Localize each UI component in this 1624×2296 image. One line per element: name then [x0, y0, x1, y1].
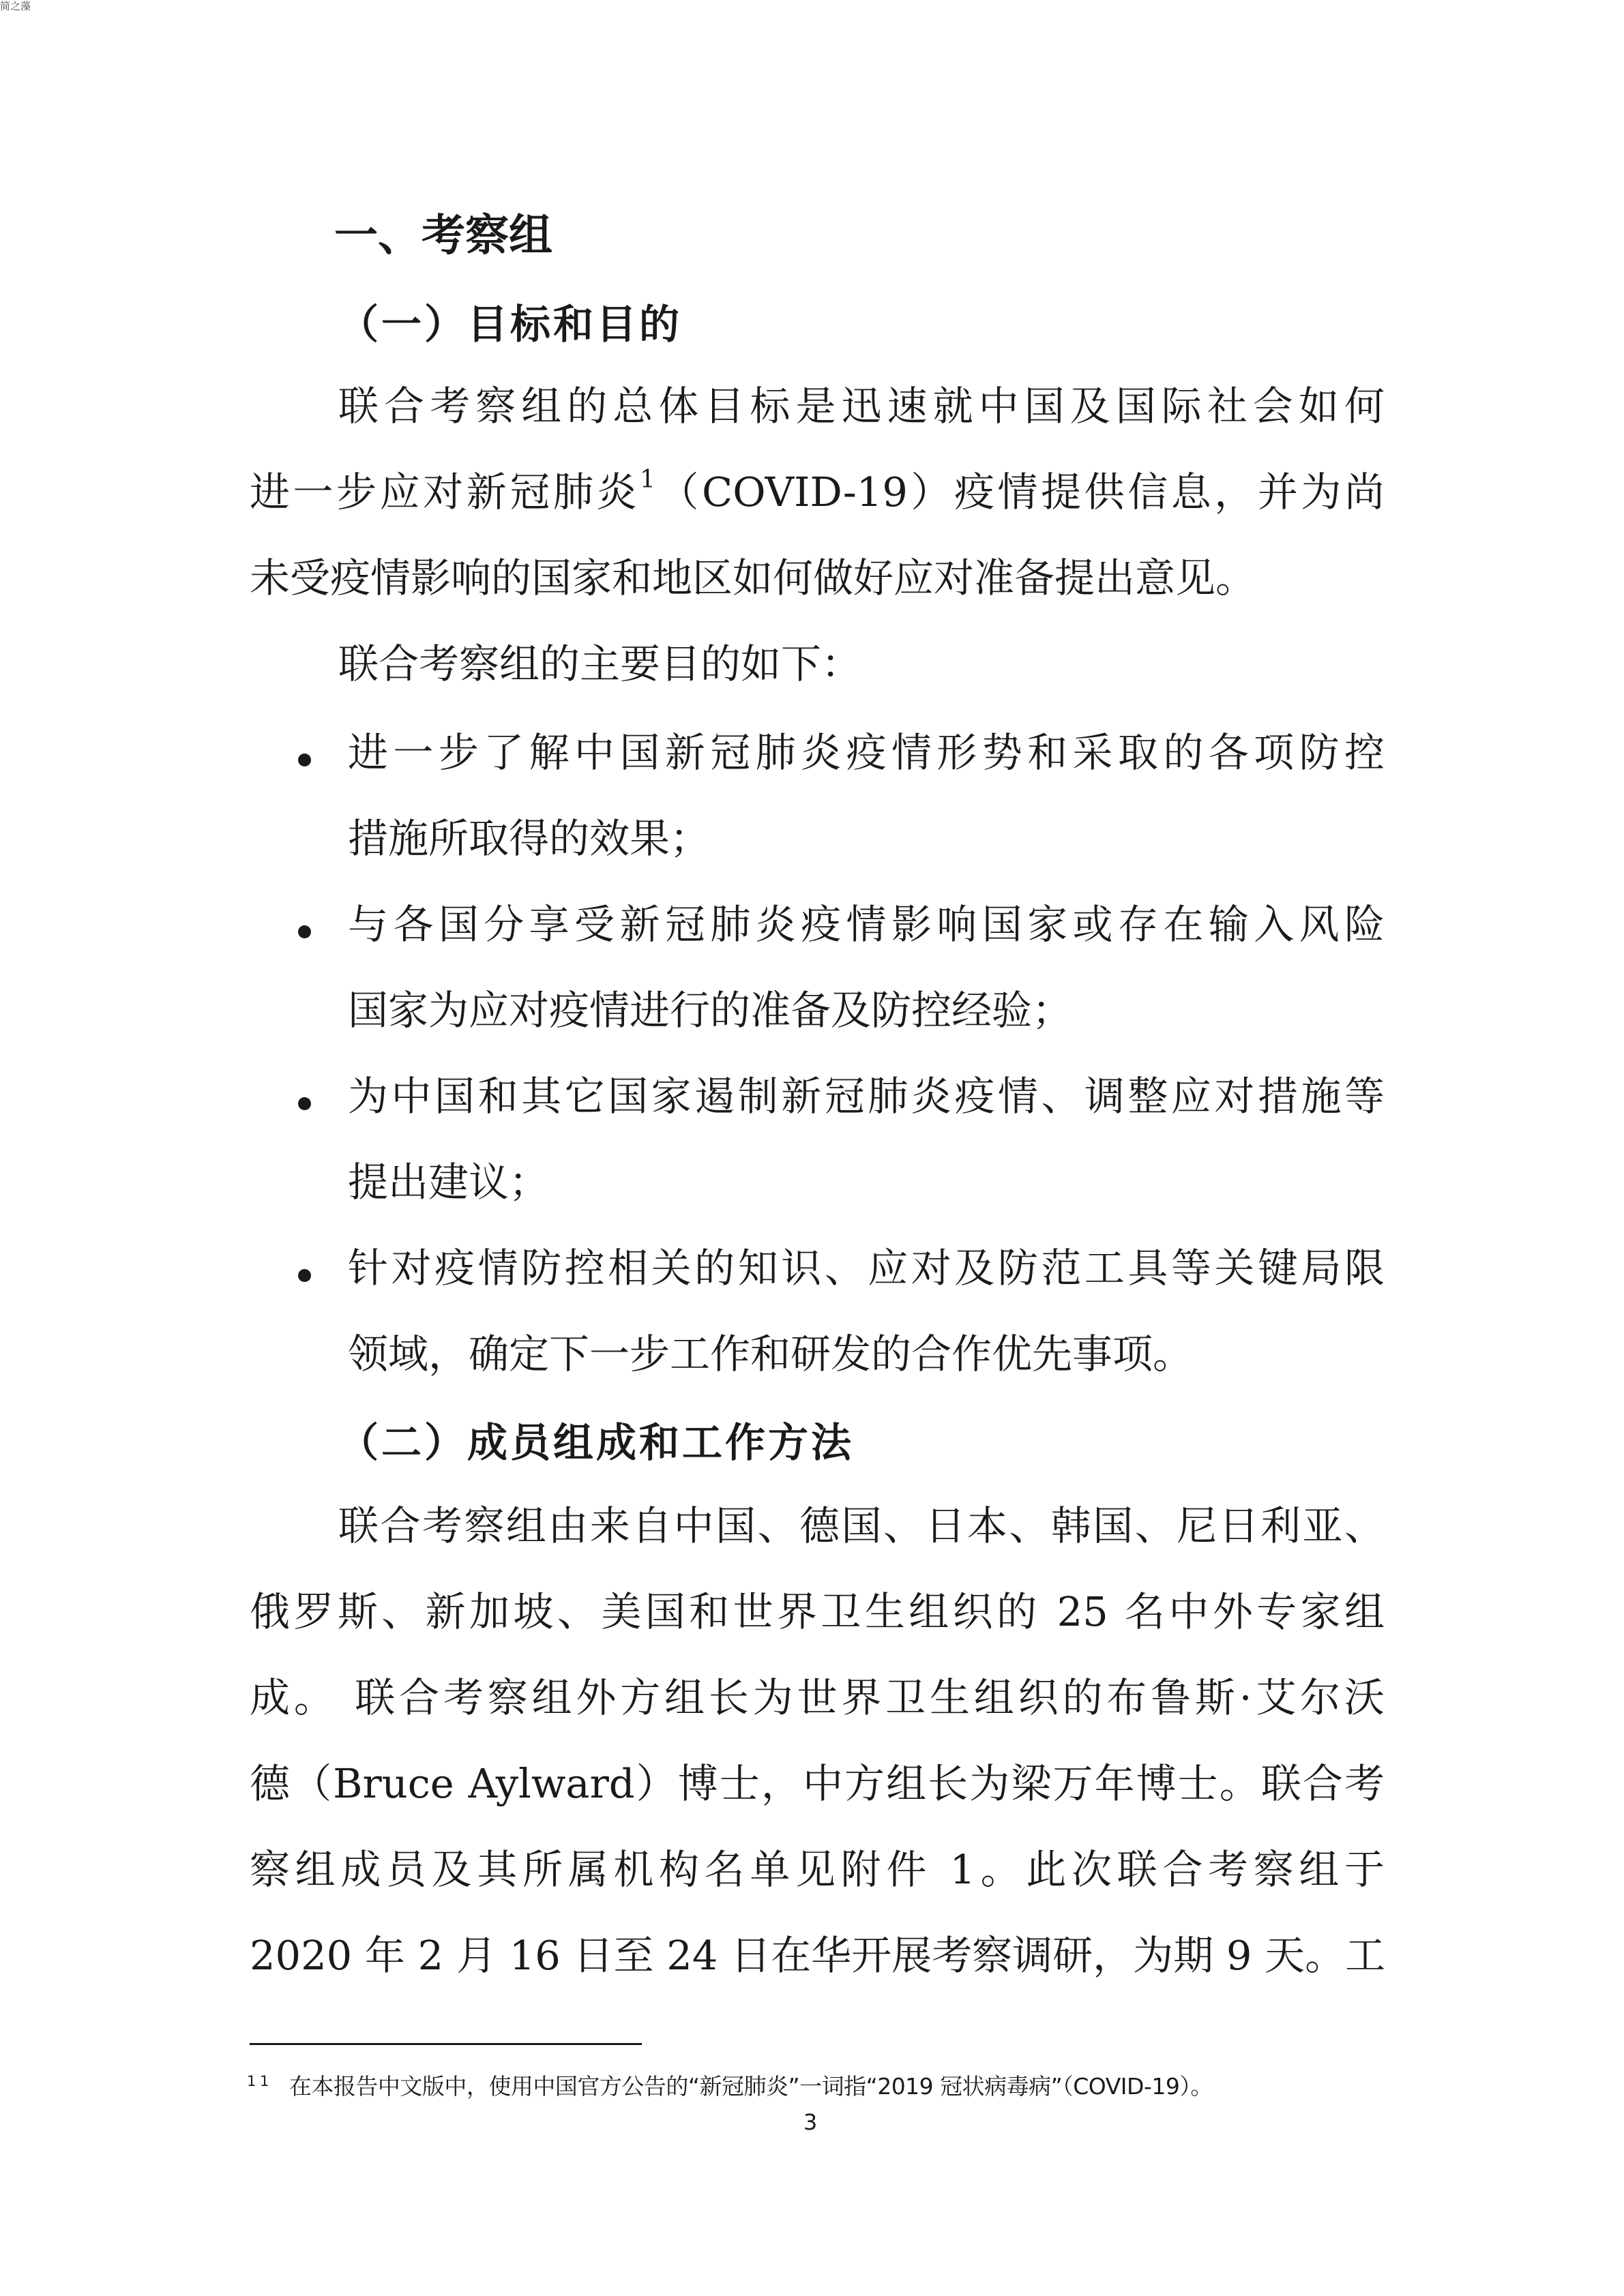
paragraph-line: 察组成员及其所属机构名单见附件 1。此次联合考察组于 — [250, 1846, 1385, 1893]
paragraph-line: 联合考察组的总体目标是迅速就中国及国际社会如何 — [338, 383, 1385, 430]
bullet-icon — [298, 925, 311, 938]
list-item: 针对疫情防控相关的知识、应对及防范工具等关键局限 — [348, 1244, 1385, 1292]
paragraph-line: 联合考察组由来自中国、德国、日本、韩国、尼日利亚、 — [338, 1502, 1385, 1549]
footnote-divider — [250, 2043, 642, 2045]
paragraph-line: 未受疫情影响的国家和地区如何做好应对准备提出意见。 — [250, 554, 1256, 601]
paragraph-line: 成。 联合考察组外方组长为世界卫生组织的布鲁斯·艾尔沃 — [250, 1674, 1385, 1721]
bullet-icon — [298, 1097, 311, 1110]
list-item: 提出建议； — [348, 1159, 550, 1206]
list-item: 进一步了解中国新冠肺炎疫情形势和采取的各项防控 — [348, 729, 1385, 776]
paragraph-line: 进一步应对新冠肺炎$^1$（COVID-19）疫情提供信息，并为尚 — [250, 466, 1385, 516]
footnote — [247, 2072, 1213, 2104]
corner-mark: 简之藻 — [0, 0, 31, 12]
list-item: 措施所取得的效果； — [348, 815, 711, 862]
list-item: 与各国分享受新冠肺炎疫情影响国家或存在输入风险 — [348, 901, 1385, 948]
list-item: 为中国和其它国家遏制新冠肺炎疫情、调整应对措施等 — [348, 1073, 1385, 1120]
footnote-reference[interactable]: 1 — [640, 466, 655, 494]
footnote-text: 在本报告中文版中，使用中国官方公告的“新冠肺炎”一词指“2019 冠状病毒病”（COVID-19）。 — [289, 2073, 1213, 2100]
page-number: 3 — [803, 2109, 818, 2135]
bullet-icon — [298, 1269, 311, 1282]
section-title: 一、考察组 — [334, 211, 552, 261]
paragraph-line: 联合考察组的主要目的如下： — [338, 640, 862, 687]
paragraph-line: 2020 年 2 月 16 日至 24 日在华开展考察调研，为期 9 天。工 — [250, 1932, 1386, 1979]
subsection-title-goals: （一）目标和目的 — [338, 301, 683, 348]
list-item: 领域，确定下一步工作和研发的合作优先事项。 — [348, 1330, 1194, 1377]
footnote-marker: 1 1 — [247, 2073, 269, 2089]
list-item: 国家为应对疫情进行的准备及防控经验； — [348, 987, 1073, 1034]
paragraph-line: 俄罗斯、新加坡、美国和世界卫生组织的 25 名中外专家组 — [250, 1588, 1385, 1635]
paragraph-line: 德（Bruce Aylward）博士，中方组长为梁万年博士。联合考 — [250, 1760, 1385, 1807]
bullet-icon — [298, 754, 311, 766]
subsection-title-members: （二）成员组成和工作方法 — [338, 1419, 855, 1466]
